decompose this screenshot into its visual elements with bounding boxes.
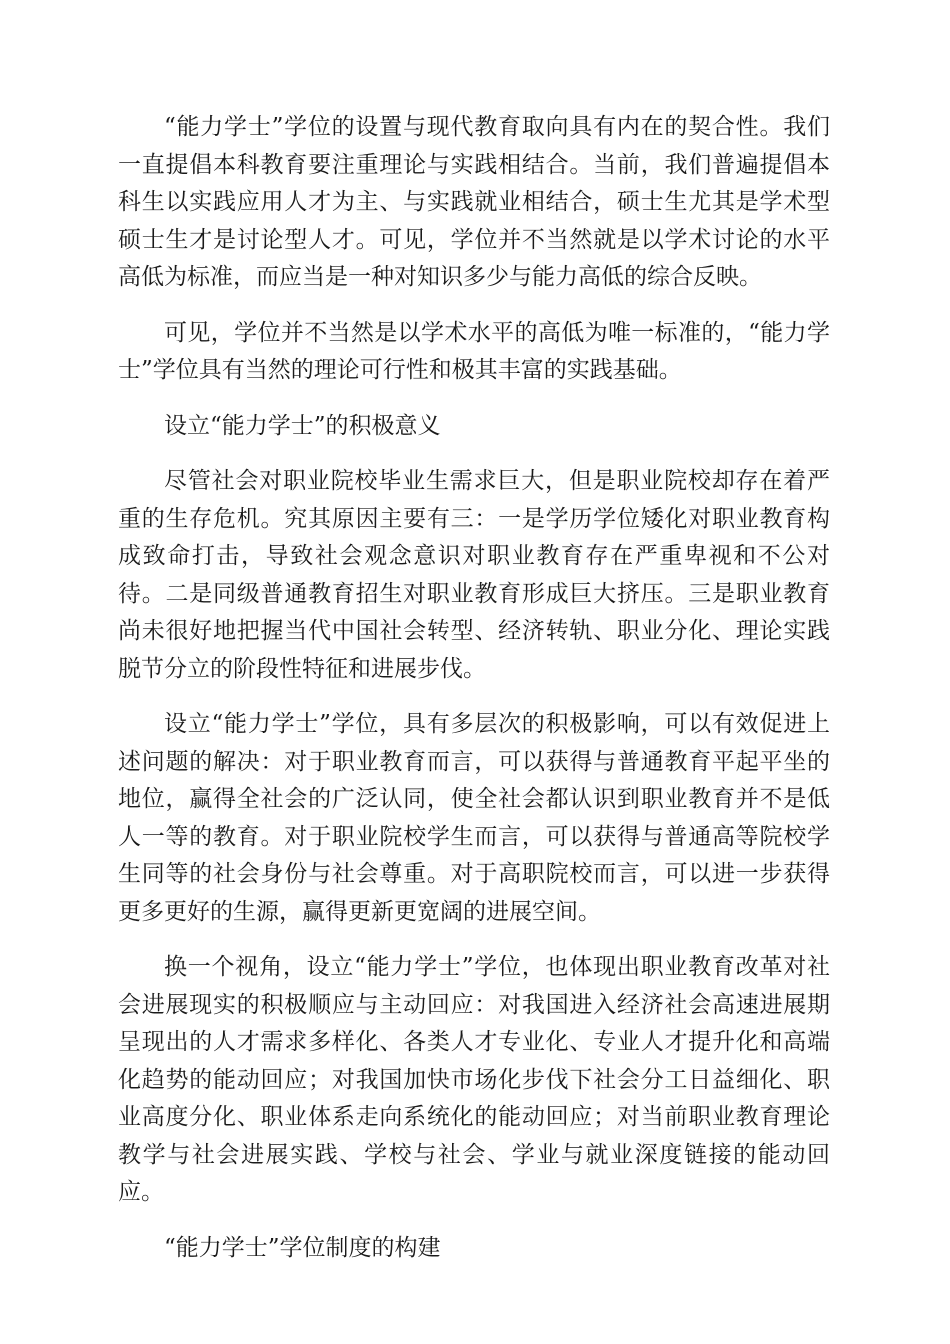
paragraph-conclusion: 可见，学位并不当然是以学术水平的高低为唯一标准的，“能力学士”学位具有当然的理论可行性和极其丰富的实践基础。 — [118, 319, 830, 383]
paragraph-intro: “能力学士”学位的设置与现代教育取向具有内在的契合性。我们一直提倡本科教育要注重理论与实践相结合。当前，我们普遍提倡本科生以实践应用人才为主、与实践就业相结合，硕士生尤其是学术型硕士生才是讨论型人才。可见，学位并不当然就是以学术讨论的水平高低为标准，而应当是一种对知识多少与能力高低的综合反映。 — [118, 114, 830, 290]
paragraph-crisis: 尽管社会对职业院校毕业生需求巨大，但是职业院校却存在着严重的生存危机。究其原因主要有三：一是学历学位矮化对职业教育构成致命打击，导致社会观念意识对职业教育存在严重卑视和不公对待。二是同级普通教育招生对职业教育形成巨大挤压。三是职业教育尚未很好地把握当代中国社会转型、经济转轨、职业分化、理论实践脱节分立的阶段性特征和进展步伐。 — [118, 468, 830, 682]
section-heading-construction: “能力学士”学位制度的构建 — [164, 1234, 441, 1261]
document-body — [118, 109, 830, 1285]
paragraph-perspective: 换一个视角，设立“能力学士”学位，也体现出职业教育改革对社会进展现实的积极顺应与主动回应：对我国进入经济社会高速进展期呈现出的人才需求多样化、各类人才专业化、专业人才提升化和高端化趋势的能动回应；对我国加快市场化步伐下社会分工日益细化、职业高度分化、职业体系走向系统化的能动回应；对当前职业教育理论教学与社会进展实践、学校与社会、学业与就业深度链接的能动回应。 — [118, 954, 830, 1205]
paragraph-impact: 设立“能力学士”学位，具有多层次的积极影响，可以有效促进上述问题的解决：对于职业教育而言，可以获得与普通教育平起平坐的地位，赢得全社会的广泛认同，使全社会都认识到职业教育并不是低人一等的教育。对于职业院校学生而言，可以获得与普通高等院校学生同等的社会身份与社会尊重。对于高职院校而言，可以进一步获得更多更好的生源，赢得更新更宽阔的进展空间。 — [118, 711, 830, 925]
section-heading-significance: 设立“能力学士”的积极意义 — [164, 412, 441, 439]
